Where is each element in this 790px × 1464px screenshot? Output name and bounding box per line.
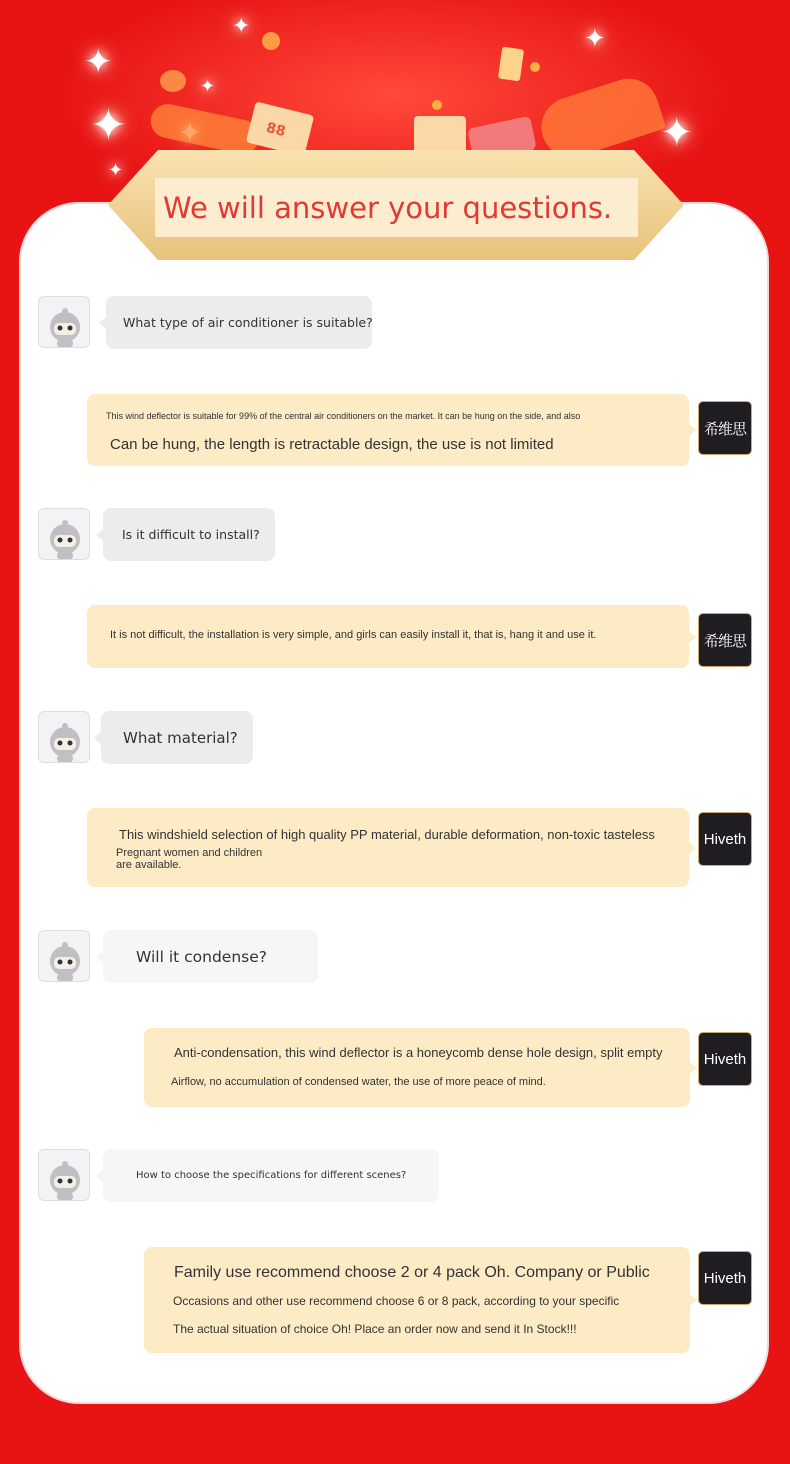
robot-avatar-icon [38, 296, 90, 348]
qa-card [19, 202, 769, 1404]
brand-logo-icon [698, 1251, 752, 1305]
question-text: What type of air conditioner is suitable? [123, 315, 373, 330]
robot-avatar-icon [38, 508, 90, 560]
brand-logo-text: Hiveth [703, 830, 747, 848]
question-bubble [103, 930, 318, 983]
answer-text-line: Occasions and other use recommend choose 6 or 8 pack, according to your specific [173, 1294, 620, 1308]
question-text: What material? [123, 728, 238, 747]
sparkle-icon: ✦ [90, 100, 127, 151]
answer-text-line: This windshield selection of high quality PP material, durable deformation, non-toxic tasteless [119, 827, 655, 842]
question-text: Will it condense? [136, 947, 268, 966]
question-bubble [106, 296, 372, 349]
confetti-shape [432, 100, 442, 110]
answer-text-line: Anti-condensation, this wind deflector is a honeycomb dense hole design, split empty [174, 1045, 663, 1060]
question-text: How to choose the specifications for different scenes? [136, 1170, 407, 1181]
question-bubble [103, 1149, 439, 1202]
question-text: Is it difficult to install? [122, 527, 260, 542]
answer-text-line: are available. [116, 859, 182, 871]
answer-text-line: Can be hung, the length is retractable design, the use is not limited [110, 436, 554, 453]
confetti-shape [530, 62, 540, 72]
gift-box-shape [414, 116, 466, 154]
brand-logo-text: 希维思 [703, 419, 746, 438]
sparkle-icon: ✦ [584, 24, 606, 54]
question-bubble [103, 508, 275, 561]
question-bubble [101, 711, 253, 764]
answer-text-line: Family use recommend choose 2 or 4 pack Oh. Company or Public [174, 1264, 650, 1281]
answer-text-line: Airflow, no accumulation of condensed water, the use of more peace of mind. [171, 1076, 546, 1088]
answer-bubble [144, 1247, 690, 1353]
brand-logo-text: Hiveth [703, 1050, 747, 1068]
answer-bubble [87, 808, 689, 887]
answer-text-line: This wind deflector is suitable for 99% of the central air conditioners on the market. It can be hung on the side, and also [106, 411, 581, 421]
hero-decoration-text: 88 [264, 119, 288, 141]
brand-logo-icon [698, 812, 752, 866]
answer-bubble [87, 605, 689, 668]
red-packet-shape [498, 47, 524, 82]
sparkle-icon: ✦ [200, 76, 216, 97]
title-banner [155, 178, 638, 237]
answer-bubble [87, 394, 689, 466]
confetti-shape [262, 32, 280, 50]
confetti-shape [160, 70, 186, 92]
sparkle-icon: ✦ [232, 14, 251, 39]
brand-logo-icon [698, 613, 752, 667]
robot-avatar-icon [38, 1149, 90, 1201]
brand-logo-text: 希维思 [703, 631, 746, 650]
answer-text-line: It is not difficult, the installation is very simple, and girls can easily install it, that is, hang it and use it. [110, 629, 597, 641]
sparkle-icon: ✦ [84, 42, 113, 82]
answer-text-line: Pregnant women and children [116, 847, 263, 859]
page-title: We will answer your questions. [163, 190, 613, 225]
answer-bubble [144, 1028, 690, 1107]
sparkle-icon: ✦ [660, 110, 694, 156]
robot-avatar-icon [38, 711, 90, 763]
sparkle-icon: ✦ [108, 160, 124, 181]
splash-shape [148, 101, 263, 157]
answer-text-line: The actual situation of choice Oh! Place an order now and send it In Stock!!! [173, 1322, 577, 1336]
brand-logo-text: Hiveth [703, 1269, 747, 1287]
robot-avatar-icon [38, 930, 90, 982]
brand-logo-icon [698, 401, 752, 455]
brand-logo-icon [698, 1032, 752, 1086]
